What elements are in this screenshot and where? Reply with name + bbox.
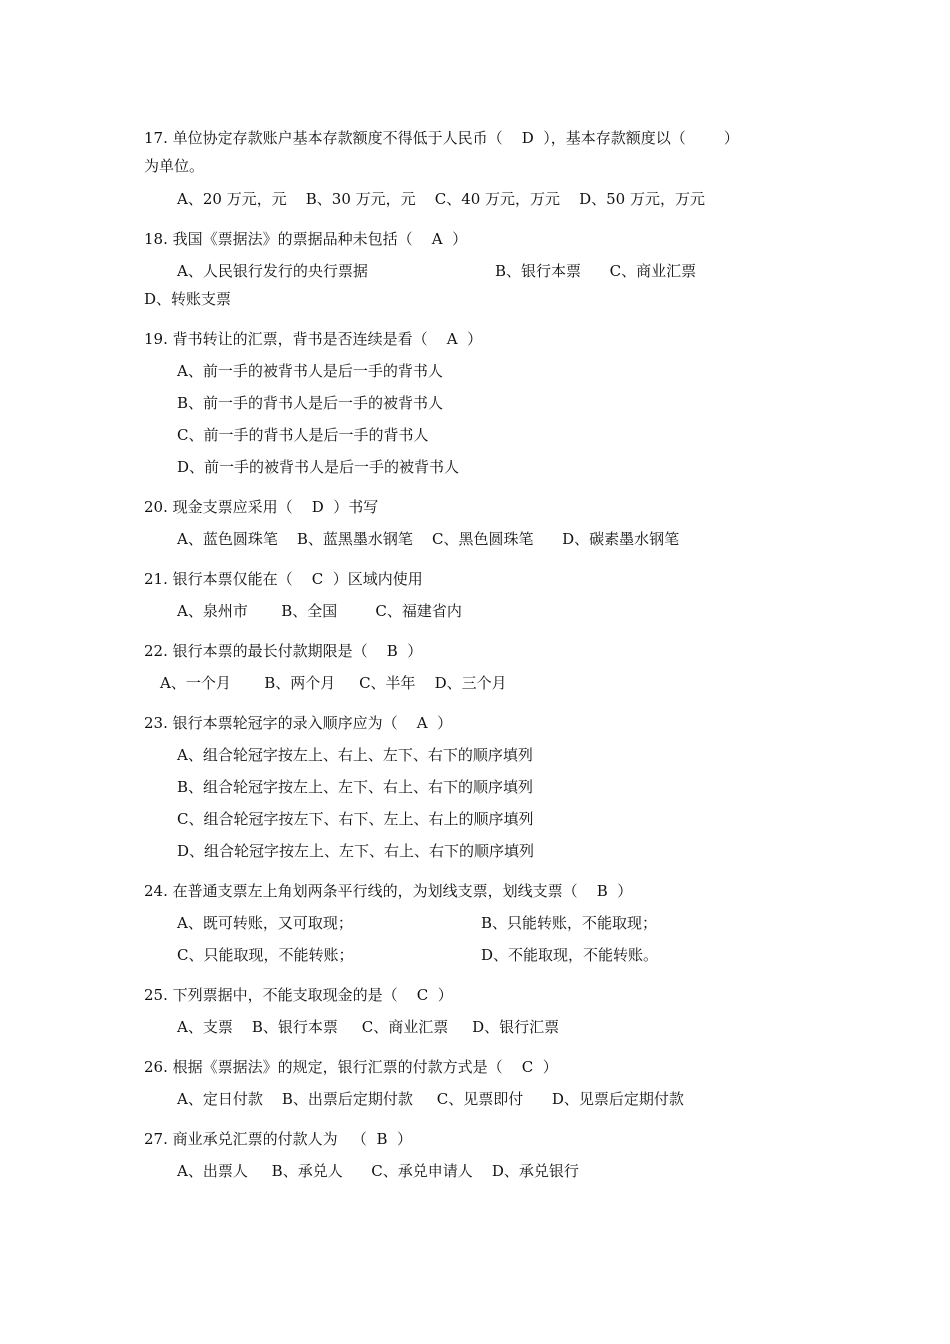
question-19: 19. 背书转让的汇票，背书是否连续是看（ A ） (144, 330, 483, 348)
question-19-option-c: C、前一手的背书人是后一手的背书人 (177, 426, 429, 444)
question-23-option-c: C、组合轮冠字按左下、右下、左上、右上的顺序填列 (177, 810, 534, 828)
question-17-options: A、20 万元，元 B、30 万元，元 C、40 万元，万元 D、50 万元，万元 (177, 190, 705, 208)
question-25: 25. 下列票据中，不能支取现金的是（ C ） (144, 986, 453, 1004)
question-17-cont: 为单位。 (144, 157, 205, 175)
question-17: 17. 单位协定存款账户基本存款额度不得低于人民币（ D ），基本存款额度以（ ） (144, 129, 739, 147)
question-25-options: A、支票 B、银行本票 C、商业汇票 D、银行汇票 (177, 1018, 560, 1036)
question-20-options: A、蓝色圆珠笔 B、蓝黑墨水钢笔 C、黑色圆珠笔 D、碳素墨水钢笔 (177, 530, 680, 548)
question-24: 24. 在普通支票左上角划两条平行线的，为划线支票，划线支票（ B ） (144, 882, 633, 900)
question-23-option-a: A、组合轮冠字按左上、右上、左下、右下的顺序填列 (177, 746, 533, 764)
question-18-option-d: D、转账支票 (144, 290, 232, 308)
question-18-option-a: A、人民银行发行的央行票据 (177, 262, 368, 280)
question-27: 27. 商业承兑汇票的付款人为 （ B ） (144, 1130, 413, 1148)
question-19-option-a: A、前一手的被背书人是后一手的背书人 (177, 362, 443, 380)
question-21: 21. 银行本票仅能在（ C ）区域内使用 (144, 570, 423, 588)
question-24-option-a: A、既可转账，又可取现； (177, 914, 353, 932)
question-26-options: A、定日付款 B、出票后定期付款 C、见票即付 D、见票后定期付款 (177, 1090, 684, 1108)
question-26: 26. 根据《票据法》的规定，银行汇票的付款方式是（ C ） (144, 1058, 558, 1076)
question-21-options: A、泉州市 B、全国 C、福建省内 (177, 602, 462, 620)
question-23-option-b: B、组合轮冠字按左上、左下、右上、右下的顺序填列 (177, 778, 534, 796)
question-23-option-d: D、组合轮冠字按左上、左下、右上、右下的顺序填列 (177, 842, 535, 860)
question-19-option-d: D、前一手的被背书人是后一手的被背书人 (177, 458, 460, 476)
question-24-option-b: B、只能转账，不能取现； (481, 914, 658, 932)
question-24-option-c: C、只能取现，不能转账； (177, 946, 354, 964)
question-23: 23. 银行本票轮冠字的录入顺序应为（ A ） (144, 714, 453, 732)
question-24-option-d: D、不能取现，不能转账。 (481, 946, 659, 964)
question-22: 22. 银行本票的最长付款期限是（ B ） (144, 642, 423, 660)
question-18: 18. 我国《票据法》的票据品种未包括（ A ） (144, 230, 468, 248)
question-27-options: A、出票人 B、承兑人 C、承兑申请人 D、承兑银行 (177, 1162, 579, 1180)
question-18-option-bc: B、银行本票 C、商业汇票 (495, 262, 697, 280)
question-22-options: A、一个月 B、两个月 C、半年 D、三个月 (160, 674, 507, 692)
question-19-option-b: B、前一手的背书人是后一手的被背书人 (177, 394, 444, 412)
question-20: 20. 现金支票应采用（ D ）书写 (144, 498, 379, 516)
